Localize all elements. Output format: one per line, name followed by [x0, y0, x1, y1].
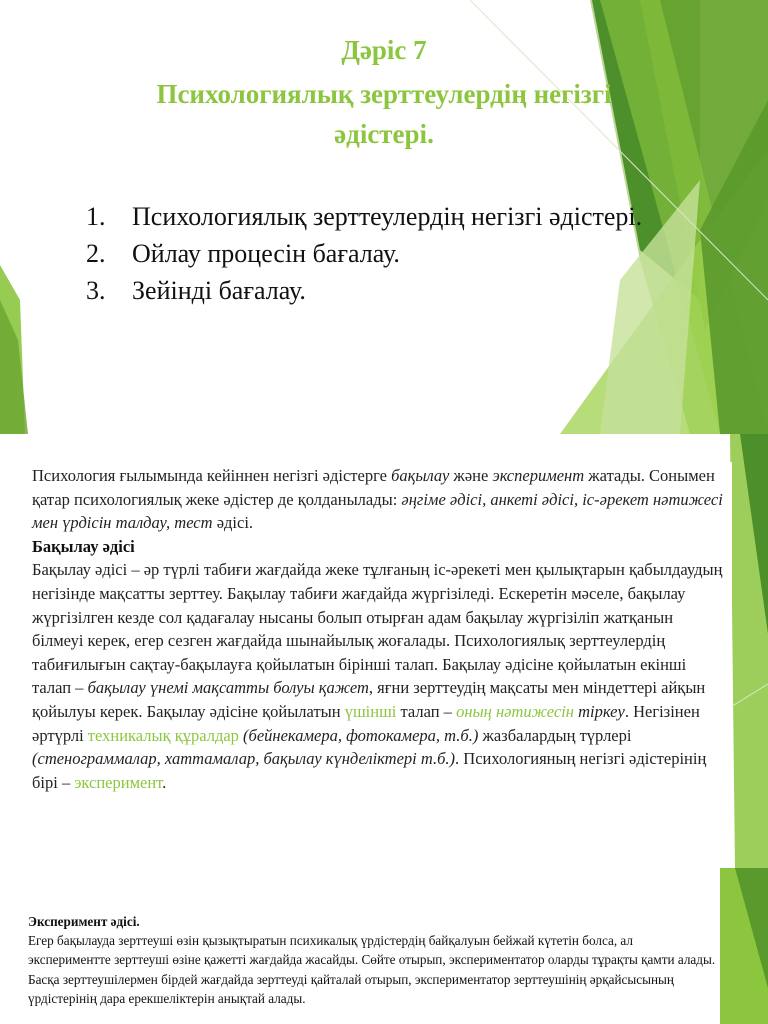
text-run: және: [449, 466, 493, 485]
slide-experiment-method: [0, 868, 768, 1024]
item-number: 1.: [86, 202, 106, 231]
section-heading: Эксперимент әдісі.: [28, 914, 140, 929]
slide-observation-method: [0, 434, 768, 868]
tools-examples: (бейнекамера, фотокамера, т.б.): [238, 725, 479, 745]
body-paragraph: [28, 912, 716, 1008]
lecture-number: Дәріс 7: [341, 35, 427, 65]
slide-title: [0, 0, 768, 434]
section-heading: Бақылау әдісі: [32, 536, 135, 556]
term-observation: бақылау: [391, 466, 450, 485]
text-run: жатады. Сонымен қатар психологиялық жеке әдістер де қолданылады:: [32, 466, 715, 509]
records-examples: (стенограммалар, хаттамалар, бақылау күнделіктері т.б.): [32, 749, 456, 769]
item-number: 3.: [86, 276, 106, 305]
item-text: Ойлау процесін бағалау.: [132, 239, 400, 268]
topics-list: [86, 198, 686, 309]
methods-list: әңгіме әдісі, анкеті әдісі, іс-әрекет нәтижесі мен үрдісін талдау, тест: [32, 489, 723, 533]
text-run: , яғни зерттеудің мақсаты мен міндеттері айқын қойылуы керек. Бақылау әдісіне қойылатын: [32, 678, 706, 721]
title-line-2: Психологиялық зерттеулердің негізгі: [156, 79, 612, 109]
text-run: талап –: [396, 701, 457, 721]
list-item: [86, 272, 686, 309]
item-number: 2.: [86, 239, 106, 268]
text-run: Егер бақылауда зерттеуші өзін қызықтыратын психикалық үрдістердің байқалуын бейжай күтетін болса, ал экспериментте зерттеуші өзіне қажетті жағдайда жасайды. Сөйте отырып, экспериментатор оларды тұрақты қамти алады. Басқа зерттеушілермен бірдей жағдайда зерттеуді қайталай отырып, экспериментатор зерттеушінің әрқайсысының үрдістерінің дара ерекшеліктерін анықтай алады.: [28, 933, 716, 1006]
text-run: жазбалардың түрлері: [478, 725, 632, 745]
text-run: . Негізінен әртүрлі: [32, 701, 700, 745]
text-run: Психология ғылымында кейіннен негізгі әдістерге: [32, 466, 392, 485]
second-requirement: бақылау үнемі мақсатты болуы қажет: [87, 678, 369, 698]
body-paragraph: [32, 464, 726, 794]
text-run: әдісі.: [212, 513, 254, 533]
list-item: [86, 235, 686, 272]
term-experiment: эксперимент: [492, 466, 585, 485]
term-record: тіркеу: [574, 701, 625, 721]
text-run: .: [162, 772, 167, 792]
highlight-experiment: эксперимент: [74, 772, 163, 792]
title-line-3: әдістері.: [334, 119, 434, 149]
item-text: Психологиялық зерттеулердің негізгі әдістері.: [132, 202, 643, 231]
item-text: Зейінді бағалау.: [132, 276, 306, 305]
text-run: Бақылау әдісі – әр түрлі табиғи жағдайда жеке тұлғаның іс-әрекеті мен қылықтарын қабылдаудың негізінде мақсатты зерттеу. Бақылау табиғи жағдайда жүргізіледі. Ескеретін мәселе, бақылау жүргізілген кезде сол қадағалау нысаны болып отырған адам бақылау жүргізіліп жатқанын білмеуі керек, егер сезген жағдайда шынайылық жоғалады. Психологиялық зерттеулердің табиғилығын сақтау-бақылауға қойылатын бірінші талап. Бақылау әдісіне қойылатын екінші талап –: [32, 560, 723, 698]
text-run: . Психологияның негізгі әдістерінің бірі –: [32, 749, 707, 792]
list-item: [86, 198, 686, 235]
highlight-result: оның нәтижесін: [456, 701, 574, 721]
highlight-third: үшінші: [344, 701, 397, 721]
highlight-technical-tools: техникалық құралдар: [87, 725, 239, 745]
